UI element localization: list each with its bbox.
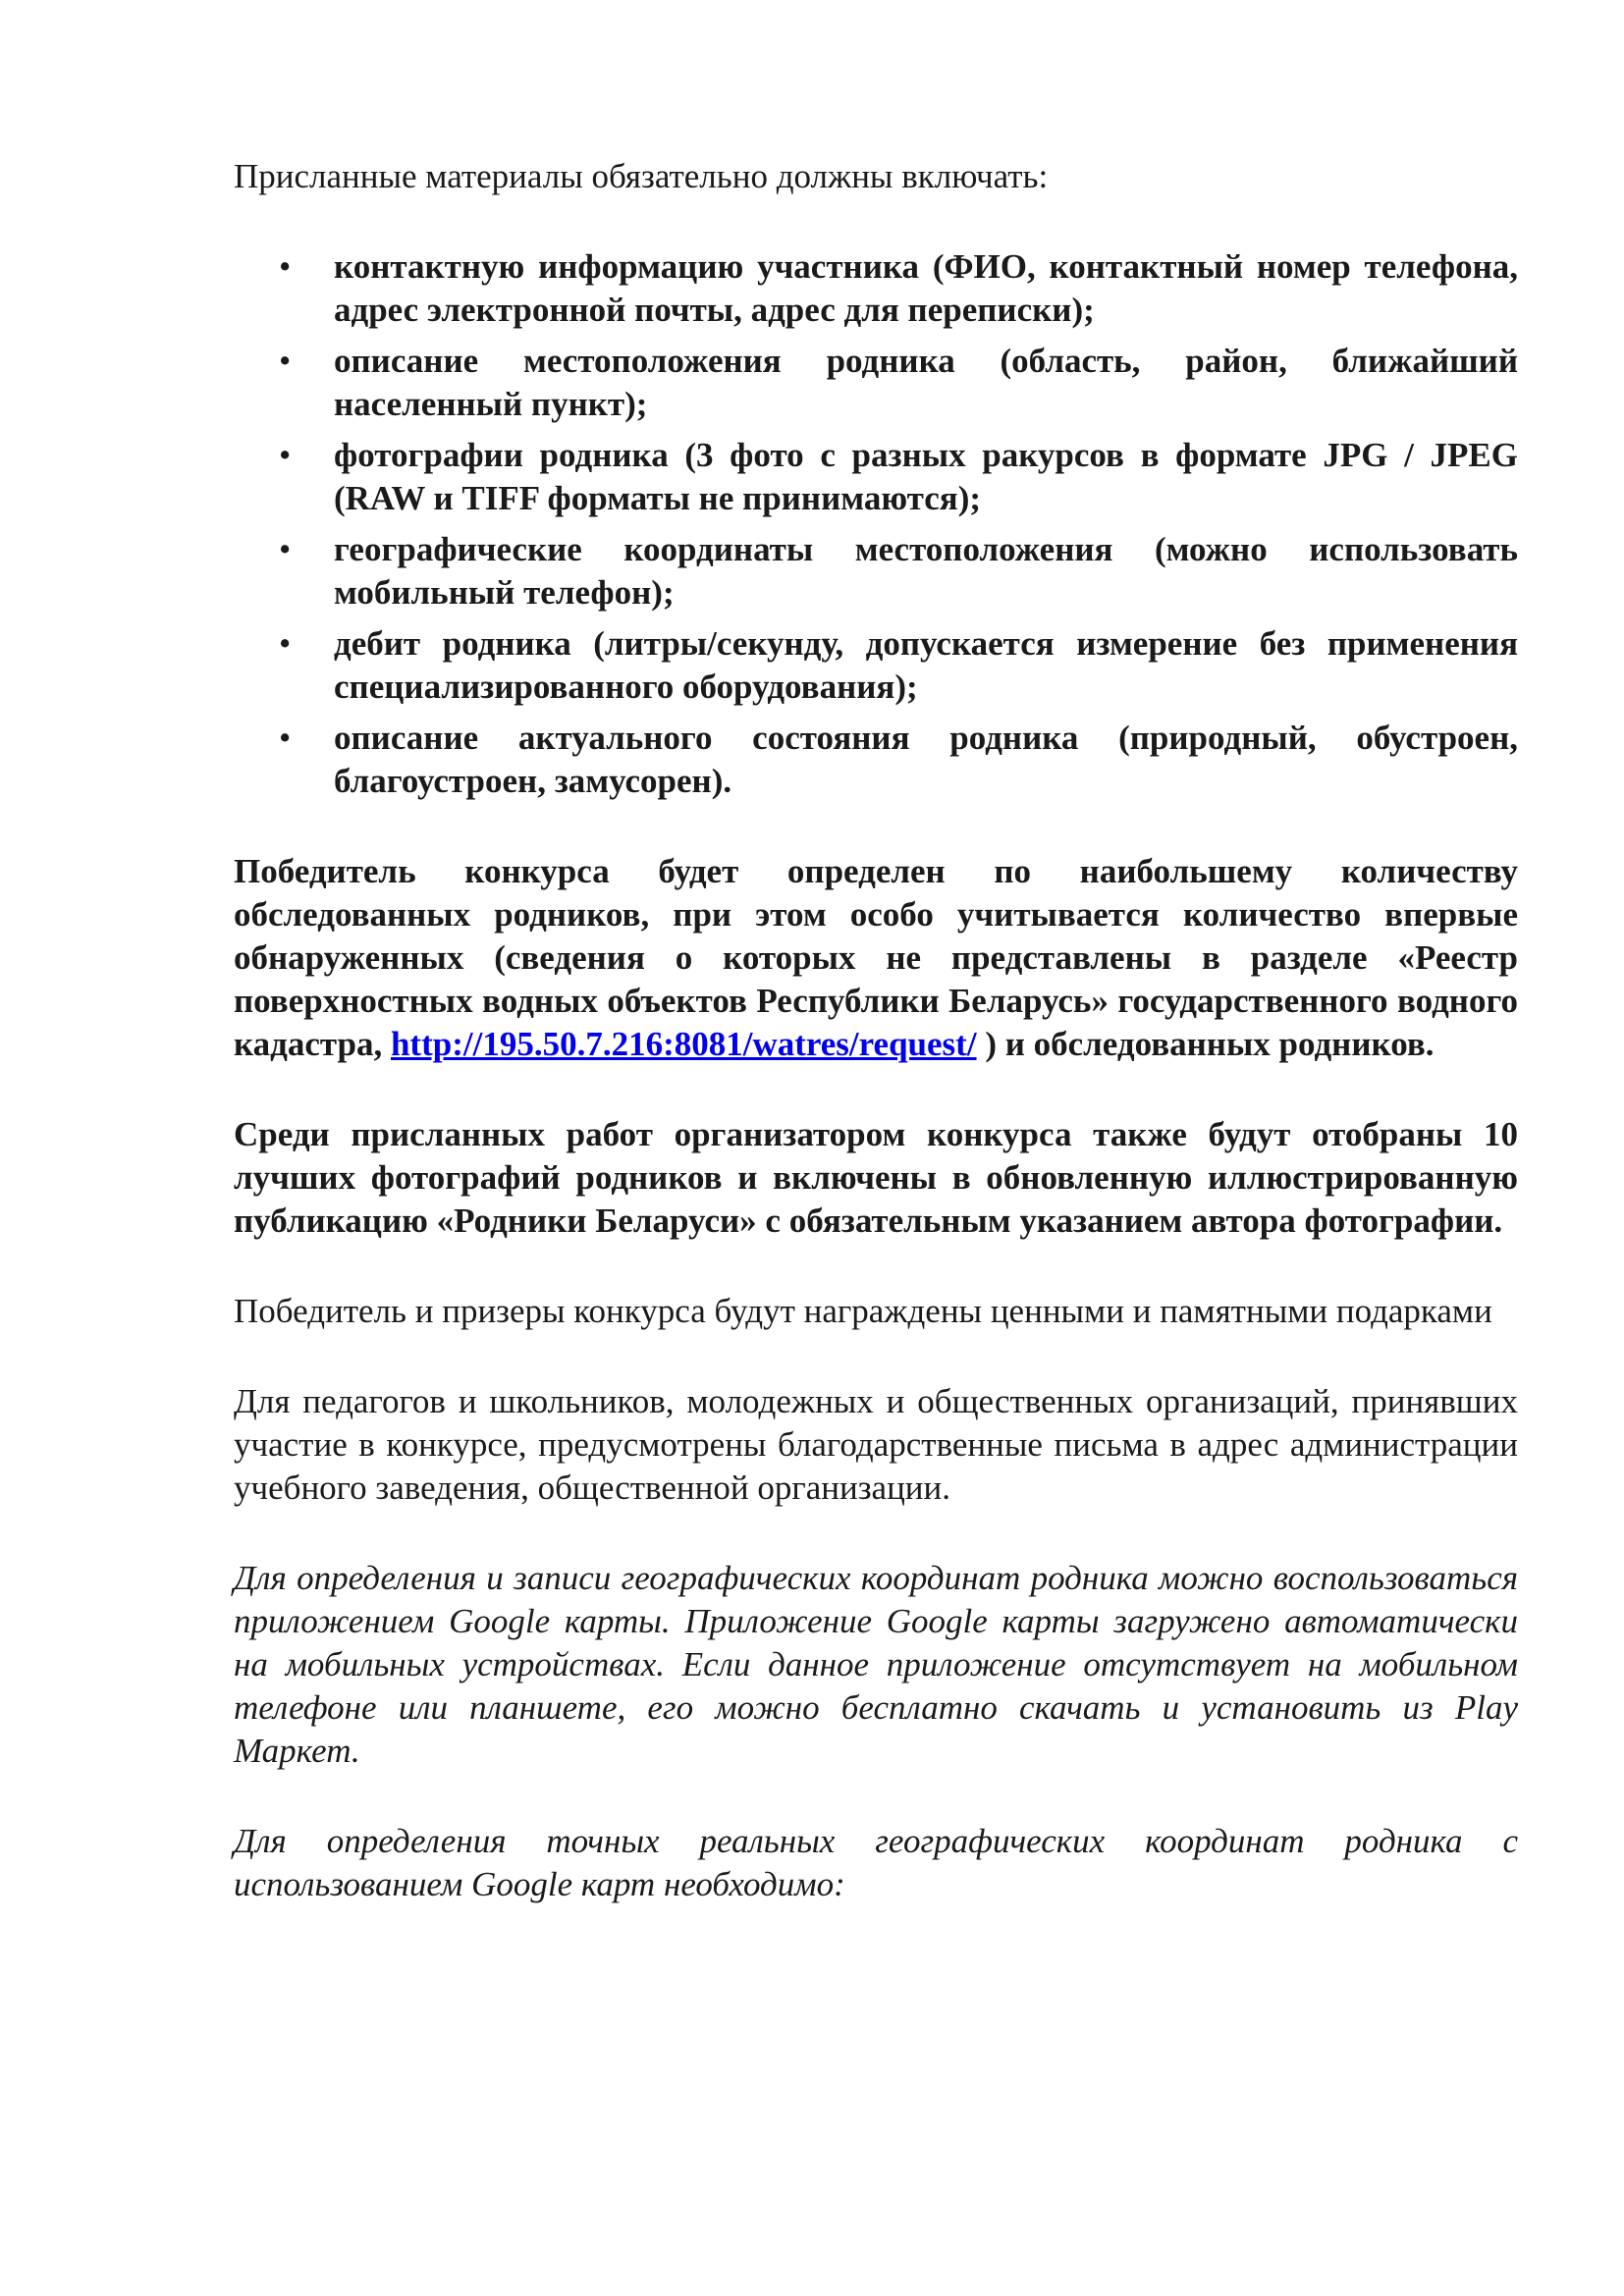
- requirements-list: [234, 245, 1518, 803]
- watres-link[interactable]: http://195.50.7.216:8081/watres/request/: [390, 1025, 977, 1063]
- requirement-text: описание актуального состояния родника (природный, обустроен, благоустроен, замусорен).: [334, 719, 1518, 800]
- bullet-icon: •: [279, 436, 292, 474]
- bullet-icon: •: [279, 719, 292, 757]
- bullet-icon: •: [279, 247, 292, 286]
- document-page: [234, 155, 1518, 1906]
- intro-text: Присланные материалы обязательно должны включать:: [234, 157, 1049, 195]
- list-item: [234, 245, 1518, 332]
- best-photos-paragraph: Среди присланных работ организатором конкурса также будут отобраны 10 лучших фотографий родников и включены в обновленную иллюстрированную публикацию «Родники Беларуси» с обязательным указанием автора фотографии.: [234, 1115, 1518, 1240]
- requirement-text: фотографии родника (3 фото с разных ракурсов в формате JPG / JPEG (RAW и TIFF форматы не принимаются);: [334, 436, 1518, 517]
- prizes-paragraph: Победитель и призеры конкурса будут награждены ценными и памятными подарками: [234, 1292, 1492, 1330]
- list-item: [234, 528, 1518, 614]
- list-item: [234, 717, 1518, 803]
- winner-text-end: ) и обследованных родников.: [985, 1025, 1435, 1063]
- bullet-icon: •: [279, 530, 292, 568]
- google-maps-note: Для определения и записи географических координат родника можно воспользоваться приложением Google карты. Приложение Google карты загружено автоматически на мобильных устройствах. Если данное приложение отсутствует на мобильном телефоне или планшете, его можно бесплатно скачать и установить из Play Маркет.: [234, 1559, 1518, 1770]
- google-maps-intro: Для определения точных реальных географических координат родника с использованием Google карт необходимо:: [234, 1822, 1518, 1903]
- requirement-text: контактную информацию участника (ФИО, контактный номер телефона, адрес электронной почты, адрес для переписки);: [334, 247, 1518, 329]
- requirement-text: дебит родника (литры/секунду, допускается измерение без применения специализированного оборудования);: [334, 624, 1518, 706]
- winner-paragraph: [234, 850, 1518, 1066]
- letters-paragraph: Для педагогов и школьников, молодежных и общественных организаций, принявших участие в конкурсе, предусмотрены благодарственные письма в адрес администрации учебного заведения, общественной организации.: [234, 1382, 1518, 1507]
- requirement-text: описание местоположения родника (область, район, ближайший населенный пункт);: [334, 342, 1518, 423]
- list-item: [234, 622, 1518, 709]
- bullet-icon: •: [279, 624, 292, 663]
- bullet-icon: •: [279, 342, 292, 380]
- winner-text: Победитель конкурса будет определен по наибольшему количеству обследованных родников, при этом особо учитывается количество впервые обнаруженных (сведения о которых не представлены в разделе «Реестр поверхностных водных объектов Республики Беларусь» государственного водного кадастра,: [234, 852, 1518, 1063]
- list-item: [234, 434, 1518, 520]
- list-item: [234, 340, 1518, 426]
- requirement-text: географические координаты местоположения (можно использовать мобильный телефон);: [334, 530, 1518, 612]
